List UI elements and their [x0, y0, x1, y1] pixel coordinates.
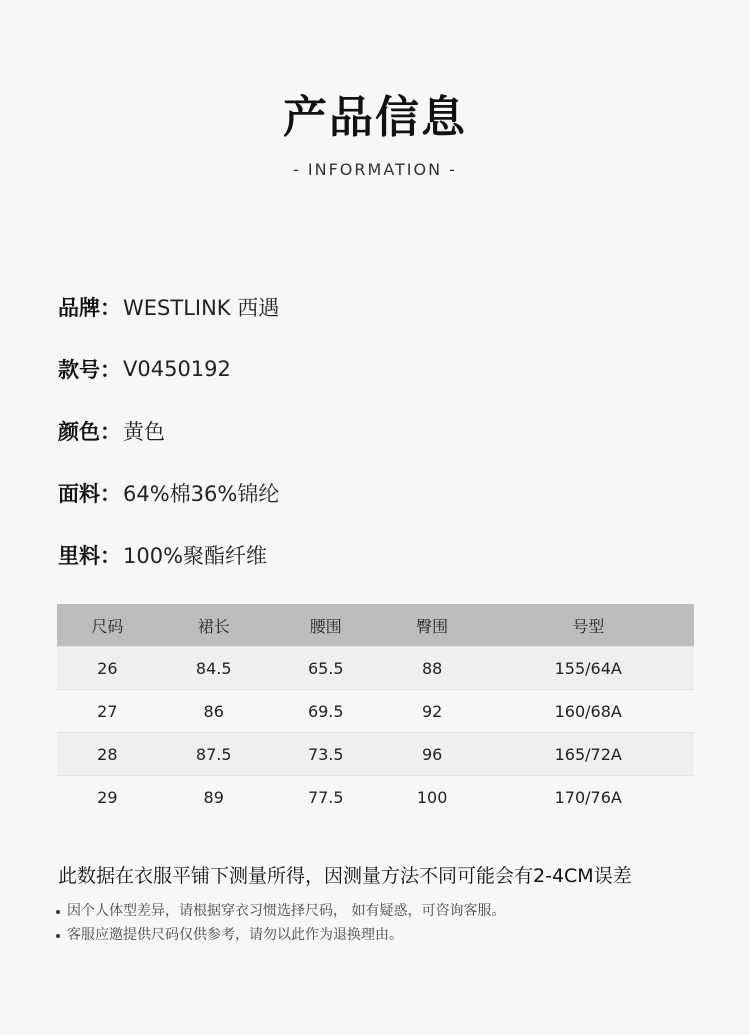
- table-cell: 165/72A: [482, 733, 694, 776]
- table-row: [57, 690, 694, 733]
- table-cell: 160/68A: [482, 690, 694, 733]
- info-value: V0450192: [123, 357, 231, 381]
- bullet-dot-icon: [56, 910, 60, 914]
- info-label: 款号：: [58, 358, 121, 382]
- measurement-note: 此数据在衣服平铺下测量所得，因测量方法不同可能会有2-4CM误差: [58, 865, 632, 887]
- size-table: [57, 604, 694, 818]
- column-header: 腰围: [270, 604, 382, 647]
- note-item: [52, 922, 732, 946]
- table-cell: 170/76A: [482, 776, 694, 819]
- table-cell: 29: [57, 776, 158, 819]
- bullet-dot-icon: [56, 934, 60, 938]
- column-header: 裙长: [158, 604, 270, 647]
- info-row-brand: [58, 276, 698, 338]
- note-text: 因个人体型差异，请根据穿衣习惯选择尺码， 如有疑惑，可咨询客服。: [67, 903, 506, 919]
- info-value: 100%聚酯纤维: [123, 544, 268, 568]
- table-cell: 77.5: [270, 776, 382, 819]
- column-header: 尺码: [57, 604, 158, 647]
- page-title: 产品信息: [283, 92, 467, 143]
- info-row-fabric: [58, 462, 698, 524]
- column-header: 号型: [482, 604, 694, 647]
- info-value: 黄色: [123, 420, 165, 444]
- table-row: [57, 647, 694, 690]
- table-cell: 65.5: [270, 647, 382, 690]
- table-cell: 96: [382, 733, 483, 776]
- table-cell: 100: [382, 776, 483, 819]
- info-row-style-number: [58, 338, 698, 400]
- page-subtitle: - INFORMATION -: [293, 160, 457, 179]
- table-cell: 86: [158, 690, 270, 733]
- info-value: 64%棉36%锦纶: [123, 482, 280, 506]
- table-row: [57, 733, 694, 776]
- table-cell: 155/64A: [482, 647, 694, 690]
- table-cell: 69.5: [270, 690, 382, 733]
- table-cell: 27: [57, 690, 158, 733]
- table-cell: 26: [57, 647, 158, 690]
- info-label: 里料：: [58, 544, 121, 568]
- table-cell: 84.5: [158, 647, 270, 690]
- table-cell: 92: [382, 690, 483, 733]
- note-list: [52, 898, 732, 946]
- table-cell: 28: [57, 733, 158, 776]
- info-row-color: [58, 400, 698, 462]
- info-label: 面料：: [58, 482, 121, 506]
- product-info-list: [58, 276, 698, 586]
- info-value: WESTLINK 西遇: [123, 296, 280, 320]
- table-header-row: [57, 604, 694, 647]
- note-text: 客服应邀提供尺码仅供参考，请勿以此作为退换理由。: [67, 927, 403, 943]
- table-cell: 89: [158, 776, 270, 819]
- info-label: 品牌：: [58, 296, 121, 320]
- table-cell: 73.5: [270, 733, 382, 776]
- table-cell: 87.5: [158, 733, 270, 776]
- info-row-lining: [58, 524, 698, 586]
- table-row: [57, 776, 694, 819]
- column-header: 臀围: [382, 604, 483, 647]
- table-cell: 88: [382, 647, 483, 690]
- note-item: [52, 898, 732, 922]
- info-label: 颜色：: [58, 420, 121, 444]
